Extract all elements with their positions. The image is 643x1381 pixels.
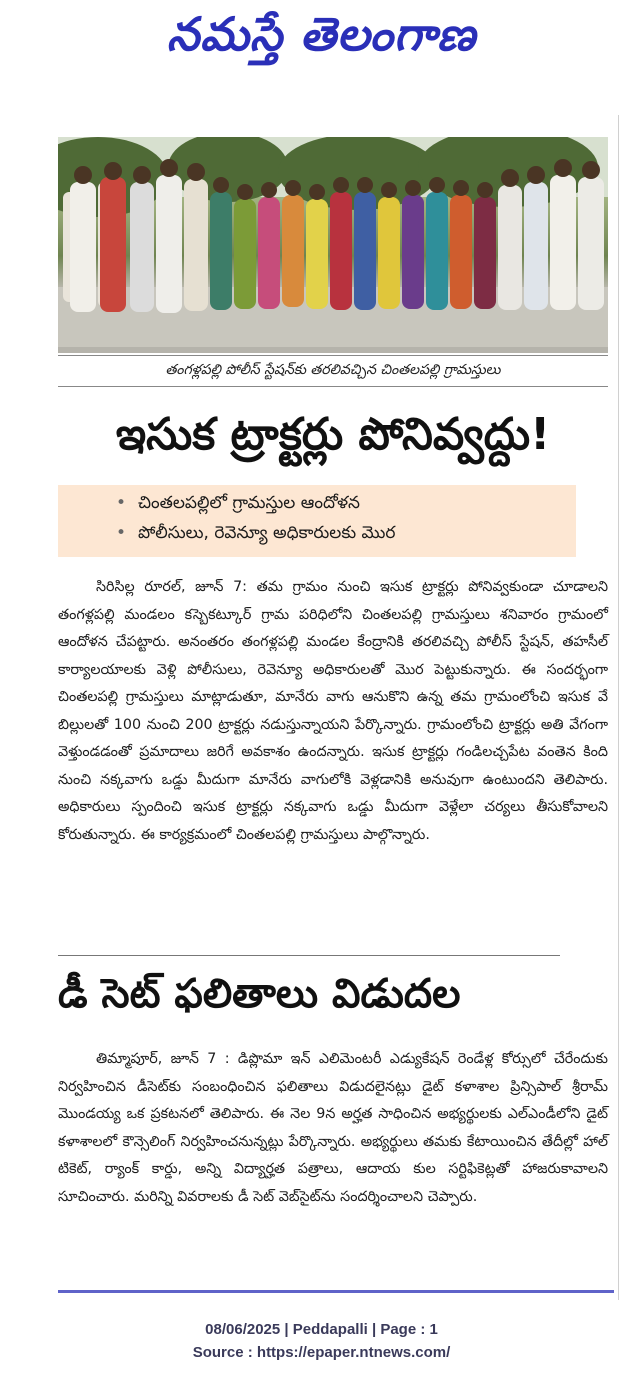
article1-paragraph: సిరిసిల్ల రూరల్, జూన్ 7: తమ గ్రామం నుంచి ఇసుక ట్రాక్టర్లు పోనివ్వకుండా చూడాలని తంగళ్లపల్లి మండలం కస్బెకట్కూర్ గ్రామ పరిధిలోని చింతలపల్లి గ్రామస్తులు శనివారం గ్రామంలో ఆందోళన చేపట్టారు. అనంతరం తంగళ్లపల్లి మండల కేంద్రానికి తరలివచ్చి పోలీస్ స్టేషన్, తహసీల్ కార్యాలయాలకు వెళ్లి పోలీసులు, రెవెన్యూ అధికారులతో మొర పెట్టుకున్నారు. ఈ సందర్భంగా చింతలపల్లి గ్రామస్తులు మాట్లాడుతూ, మానేరు వాగు ఆనుకొని ఉన్న తమ గ్రామంలోంచి ఇసుక వే బిల్లులతో 100 నుంచి 200 ట్రాక్టర్లు నడుస్తున్నాయని పేర్కొన్నారు. గ్రామంలోంచి ట్రాక్టర్లు అతి వేగంగా వెళ్తుండడంతో ప్రమాదాలు జరిగే అవకాశం ఉందన్నారు. ఇసుక ట్రాక్టర్లు గండిలచ్చపేట వంతెన కింది నుంచి నక్కవాగు ఒడ్డు మీదుగా మానేరు వాగులోకి వెళ్లడానికి అనువుగా ఉంటుందని తెలిపారు. అధికారులు స్పందించి ఇసుక ట్రాక్టర్లు నక్కవాగు ఒడ్డు మీదుగా వెళ్లేలా చర్యలు తీసుకోవాలని కోరుతున్నారు. ఈ కార్యక్రమంలో చింతలపల్లి గ్రామస్తులు పాల్గొన్నారు.	[58, 579, 608, 843]
news-photo	[58, 137, 608, 353]
article-divider	[58, 955, 560, 956]
column-rule	[618, 115, 619, 1300]
masthead	[0, 0, 643, 80]
page-footer	[0, 1318, 643, 1364]
article2-body	[58, 1046, 608, 1211]
article1-headline: ఇసుక ట్రాక్టర్లు పోనివ్వద్దు!	[115, 409, 551, 460]
advertisement-strip	[58, 1290, 614, 1309]
article1-body	[58, 574, 608, 849]
subhead-bullet: • పోలీసులు, రెవెన్యూ అధికారులకు మొర	[138, 523, 395, 547]
photo-caption: తంగళ్లపల్లి పోలీస్ స్టేషన్‌కు తరలివచ్చిన చింతలపల్లి గ్రామస్తులు	[58, 355, 608, 387]
footer-edition-line: 08/06/2025 | Peddapalli | Page : 1	[205, 1321, 438, 1338]
article1-subheads	[58, 485, 576, 557]
subhead-bullet: • చింతలపల్లిలో గ్రామస్తుల ఆందోళన	[138, 493, 360, 517]
footer-source-line: Source : https://epaper.ntnews.com/	[192, 1344, 451, 1361]
article2-headline: డీ సెట్ ఫలితాలు విడుదల	[58, 971, 461, 1017]
newspaper-title: నమస్తే తెలంగాణ	[166, 7, 477, 61]
article2-paragraph: తిమ్మాపూర్, జూన్ 7 : డిప్లొమా ఇన్ ఎలిమెంటరీ ఎడ్యుకేషన్ రెండేళ్ల కోర్సులో చేరేందుకు నిర్వహించిన డీసెట్‌కు సంబంధించిన ఫలితాలు విడుదలైనట్లు డైట్ కళాశాల ప్రిన్సిపాల్ శ్రీరామ్ మొండయ్య ఒక ప్రకటనలో తెలిపారు. ఈ నెల 9న అర్హత సాధించిన అభ్యర్థులకు ఎల్ఎండీలోని డైట్ కళాశాలలో కౌన్సెలింగ్ నిర్వహించనున్నట్లు పేర్కొన్నారు. అభ్యర్థులు తమకు కేటాయించిన తేదీల్లో హాల్ టికెట్, ర్యాంక్ కార్డు, అన్ని విద్యార్హత పత్రాలు, ఆదాయ కుల సర్టిఫికెట్లతో హాజరుకావాలని సూచించారు. మరిన్ని వివరాలకు డీ సెట్ వెబ్‌సైట్‌ను సందర్శించాలని చెప్పారు.	[58, 1051, 608, 1205]
